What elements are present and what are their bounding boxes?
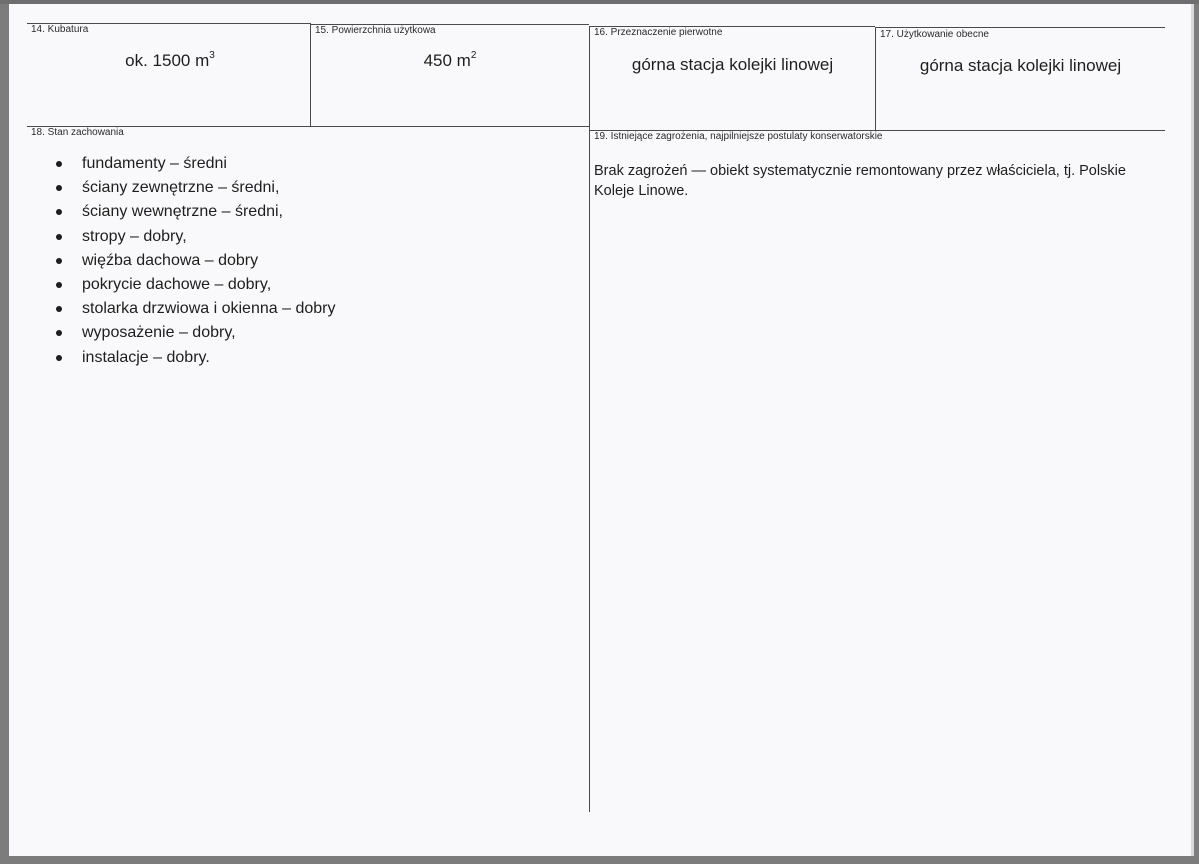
- kubatura-label: 14. Kubatura: [31, 24, 89, 35]
- list-item: [43, 249, 335, 273]
- kubatura-value-text: ok. 1500 m: [125, 51, 210, 70]
- list-item-text: instalacje – dobry.: [82, 348, 210, 366]
- zagrozenia-label: 19. Istniejące zagrożenia, najpilniejsze postulaty konserwatorskie: [594, 131, 883, 142]
- bullet-icon: [56, 282, 62, 288]
- list-item: [43, 321, 335, 345]
- bullet-icon: [56, 355, 62, 361]
- bullet-icon: [56, 161, 62, 167]
- list-item: [43, 273, 335, 297]
- list-item-text: ściany wewnętrzne – średni,: [82, 203, 283, 221]
- rule-top-cell-17: [875, 27, 1165, 28]
- uzytkowanie-label: 17. Użytkowanie obecne: [880, 29, 989, 40]
- kubatura-value: [29, 51, 311, 71]
- stan-label: 18. Stan zachowania: [31, 127, 124, 138]
- bullet-icon: [56, 258, 62, 264]
- rule-vert-16-17: [875, 27, 876, 131]
- list-item-text: fundamenty – średni: [82, 155, 227, 172]
- list-item: [43, 225, 335, 249]
- list-item-text: wyposażenie – dobry,: [82, 324, 236, 342]
- rule-vert-14-15: [310, 24, 311, 127]
- bullet-icon: [56, 209, 62, 215]
- list-item: [43, 297, 335, 321]
- powierzchnia-label: 15. Powierzchnia użytkowa: [315, 25, 436, 36]
- powierzchnia-value-text: 450 m: [423, 51, 471, 70]
- list-item: [43, 176, 335, 200]
- powierzchnia-value: [311, 51, 589, 71]
- zagrozenia-text: Brak zagrożeń — obiekt systematycznie remontowany przez właściciela, tj. Polskie Koleje Linowe.: [594, 163, 1126, 199]
- bullet-icon: [56, 185, 62, 191]
- list-item: [43, 346, 335, 370]
- przeznaczenie-label: 16. Przeznaczenie pierwotne: [594, 27, 723, 38]
- bullet-icon: [56, 306, 62, 312]
- stan-list: [43, 152, 335, 370]
- rule-vert-main: [589, 26, 590, 812]
- list-item: [43, 152, 335, 176]
- list-item-text: stolarka drzwiowa i okienna – dobry: [82, 300, 336, 318]
- bullet-icon: [56, 330, 62, 336]
- przeznaczenie-value: górna stacja kolejki linowej: [631, 55, 834, 74]
- powierzchnia-unit-sup: 2: [470, 50, 477, 61]
- list-item-text: pokrycie dachowe – dobry,: [82, 275, 272, 293]
- list-item: [43, 200, 335, 224]
- bullet-icon: [56, 234, 62, 240]
- list-item-text: stropy – dobry,: [82, 227, 187, 245]
- kubatura-unit-sup: 3: [209, 50, 215, 61]
- document-sheet: [9, 4, 1194, 856]
- list-item-text: ściany zewnętrzne – średni,: [82, 179, 280, 197]
- list-item-text: więźba dachowa – dobry: [82, 251, 259, 269]
- uzytkowanie-value: górna stacja kolejki linowej: [919, 56, 1122, 75]
